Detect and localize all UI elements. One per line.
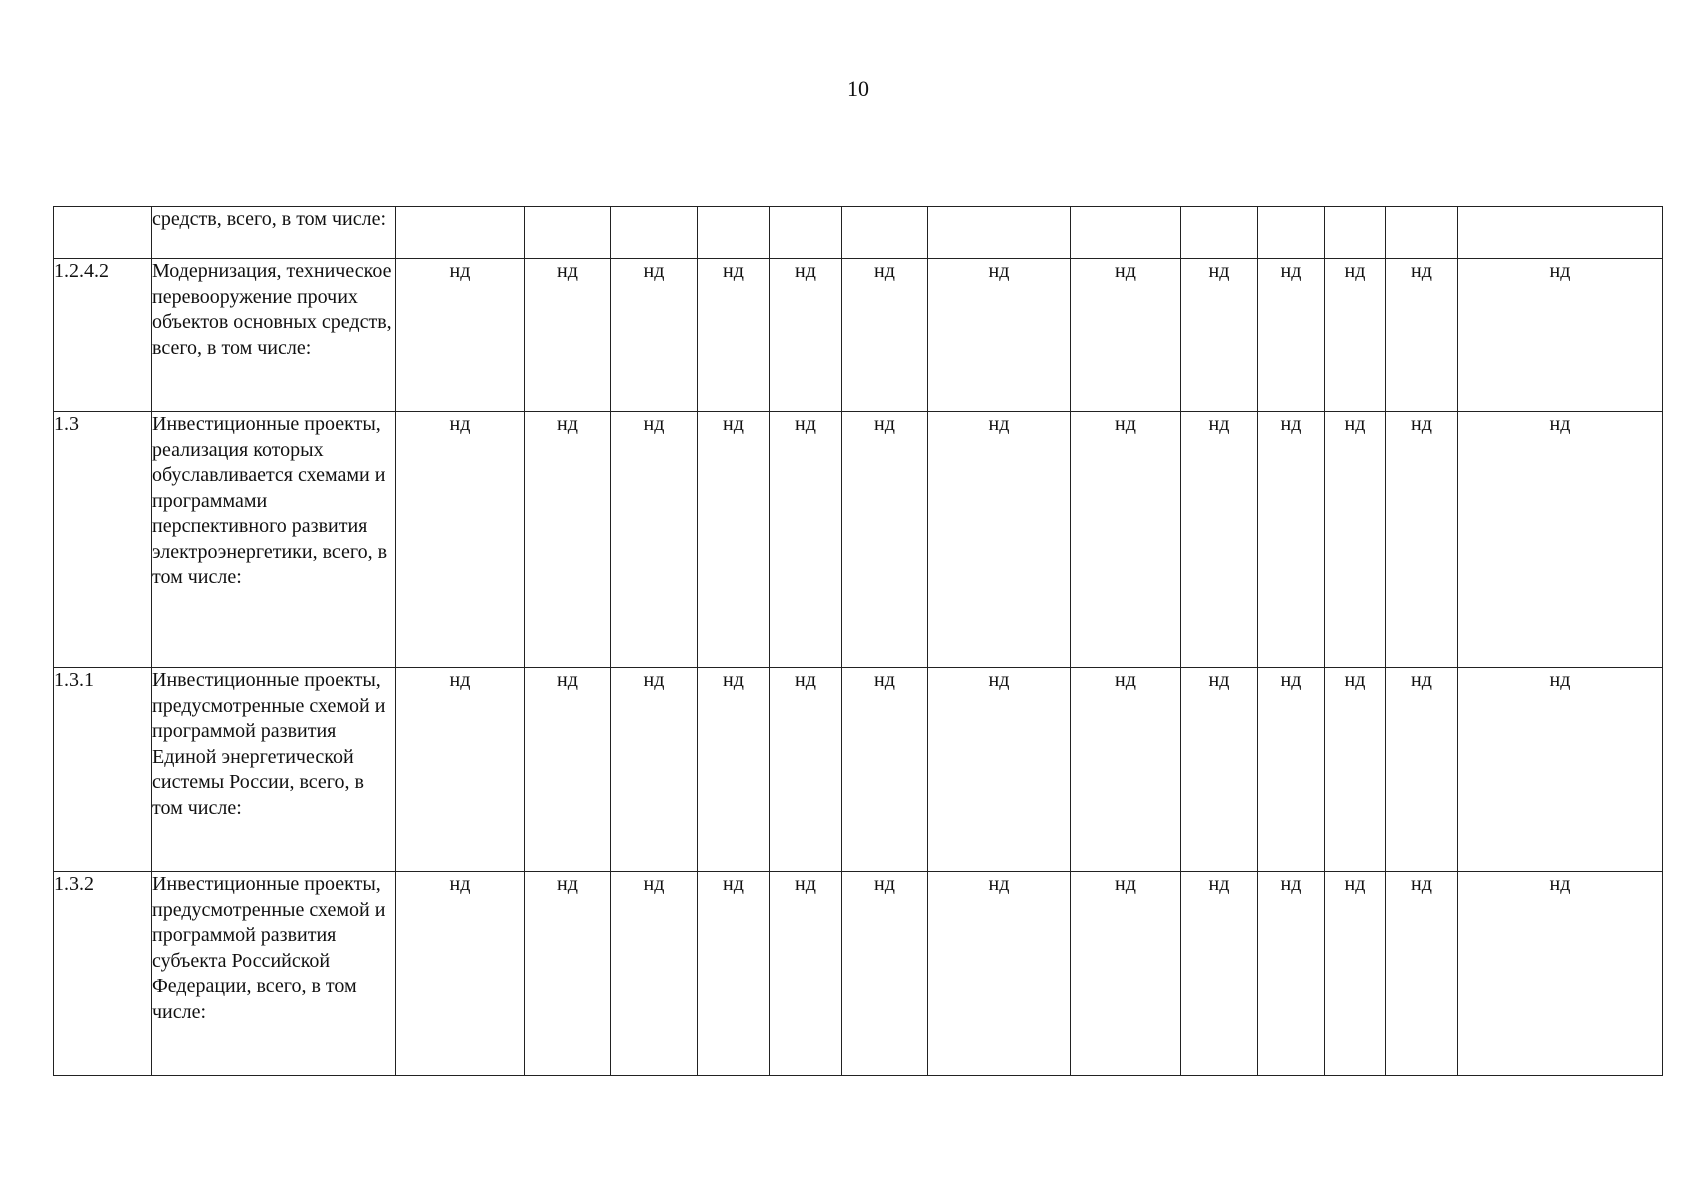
row-code: 1.3 [54, 412, 152, 668]
value-cell: нд [396, 872, 525, 1076]
value-cell: нд [611, 412, 698, 668]
value-cell: нд [1386, 412, 1458, 668]
value-cell: нд [1071, 872, 1181, 1076]
table-row [54, 207, 1663, 259]
value-cell: нд [842, 668, 928, 872]
value-cell [396, 207, 525, 259]
value-cell: нд [698, 872, 770, 1076]
value-cell: нд [396, 412, 525, 668]
value-cell: нд [1386, 259, 1458, 412]
value-cell: нд [1258, 872, 1325, 1076]
value-cell: нд [1325, 259, 1386, 412]
row-code: 1.3.1 [54, 668, 152, 872]
value-cell: нд [842, 872, 928, 1076]
value-cell: нд [1258, 412, 1325, 668]
value-cell: нд [525, 668, 611, 872]
value-cell [1258, 207, 1325, 259]
value-cell: нд [525, 412, 611, 668]
value-cell: нд [1458, 668, 1663, 872]
value-cell: нд [1181, 872, 1258, 1076]
value-cell: нд [842, 259, 928, 412]
value-cell: нд [1181, 668, 1258, 872]
value-cell: нд [928, 259, 1071, 412]
value-cell [770, 207, 842, 259]
value-cell: нд [1258, 668, 1325, 872]
value-cell [611, 207, 698, 259]
row-description: Инвестиционные проекты, предусмотренные схемой и программой развития Единой энергетической системы России, всего, в том числе: [152, 668, 396, 872]
value-cell: нд [396, 259, 525, 412]
table-body [54, 207, 1663, 1076]
table-row [54, 668, 1663, 872]
value-cell [1458, 207, 1663, 259]
page-number: 10 [847, 76, 869, 101]
value-cell: нд [770, 412, 842, 668]
value-cell: нд [698, 668, 770, 872]
value-cell [698, 207, 770, 259]
value-cell [525, 207, 611, 259]
value-cell: нд [698, 412, 770, 668]
value-cell: нд [611, 259, 698, 412]
row-description: Инвестиционные проекты, предусмотренные схемой и программой развития субъекта Российской Федерации, всего, в том числе: [152, 872, 396, 1076]
value-cell [1071, 207, 1181, 259]
value-cell: нд [396, 668, 525, 872]
value-cell: нд [1325, 668, 1386, 872]
value-cell: нд [770, 668, 842, 872]
value-cell: нд [1181, 412, 1258, 668]
table-row [54, 872, 1663, 1076]
value-cell: нд [611, 668, 698, 872]
value-cell: нд [928, 668, 1071, 872]
row-description: Модернизация, техническое перевооружение прочих объектов основных средств, всего, в том числе: [152, 259, 396, 412]
value-cell: нд [770, 259, 842, 412]
value-cell: нд [1325, 412, 1386, 668]
value-cell [928, 207, 1071, 259]
row-description: средств, всего, в том числе: [152, 207, 396, 259]
value-cell: нд [770, 872, 842, 1076]
value-cell: нд [842, 412, 928, 668]
data-table [53, 206, 1663, 1076]
value-cell: нд [928, 872, 1071, 1076]
table-row [54, 259, 1663, 412]
value-cell: нд [1386, 872, 1458, 1076]
row-code: 1.2.4.2 [54, 259, 152, 412]
value-cell: нд [1071, 668, 1181, 872]
value-cell: нд [611, 872, 698, 1076]
value-cell: нд [1458, 412, 1663, 668]
value-cell [1386, 207, 1458, 259]
value-cell: нд [1325, 872, 1386, 1076]
value-cell [842, 207, 928, 259]
value-cell [1181, 207, 1258, 259]
value-cell: нд [1258, 259, 1325, 412]
value-cell: нд [1181, 259, 1258, 412]
value-cell: нд [525, 259, 611, 412]
value-cell: нд [1386, 668, 1458, 872]
row-code [54, 207, 152, 259]
value-cell: нд [698, 259, 770, 412]
value-cell: нд [1458, 872, 1663, 1076]
value-cell: нд [1071, 412, 1181, 668]
value-cell: нд [525, 872, 611, 1076]
value-cell: нд [1458, 259, 1663, 412]
row-description: Инвестиционные проекты, реализация которых обуславливается схемами и программами перспективного развития электроэнергетики, всего, в том числе: [152, 412, 396, 668]
row-code: 1.3.2 [54, 872, 152, 1076]
value-cell: нд [1071, 259, 1181, 412]
value-cell [1325, 207, 1386, 259]
table-row [54, 412, 1663, 668]
value-cell: нд [928, 412, 1071, 668]
